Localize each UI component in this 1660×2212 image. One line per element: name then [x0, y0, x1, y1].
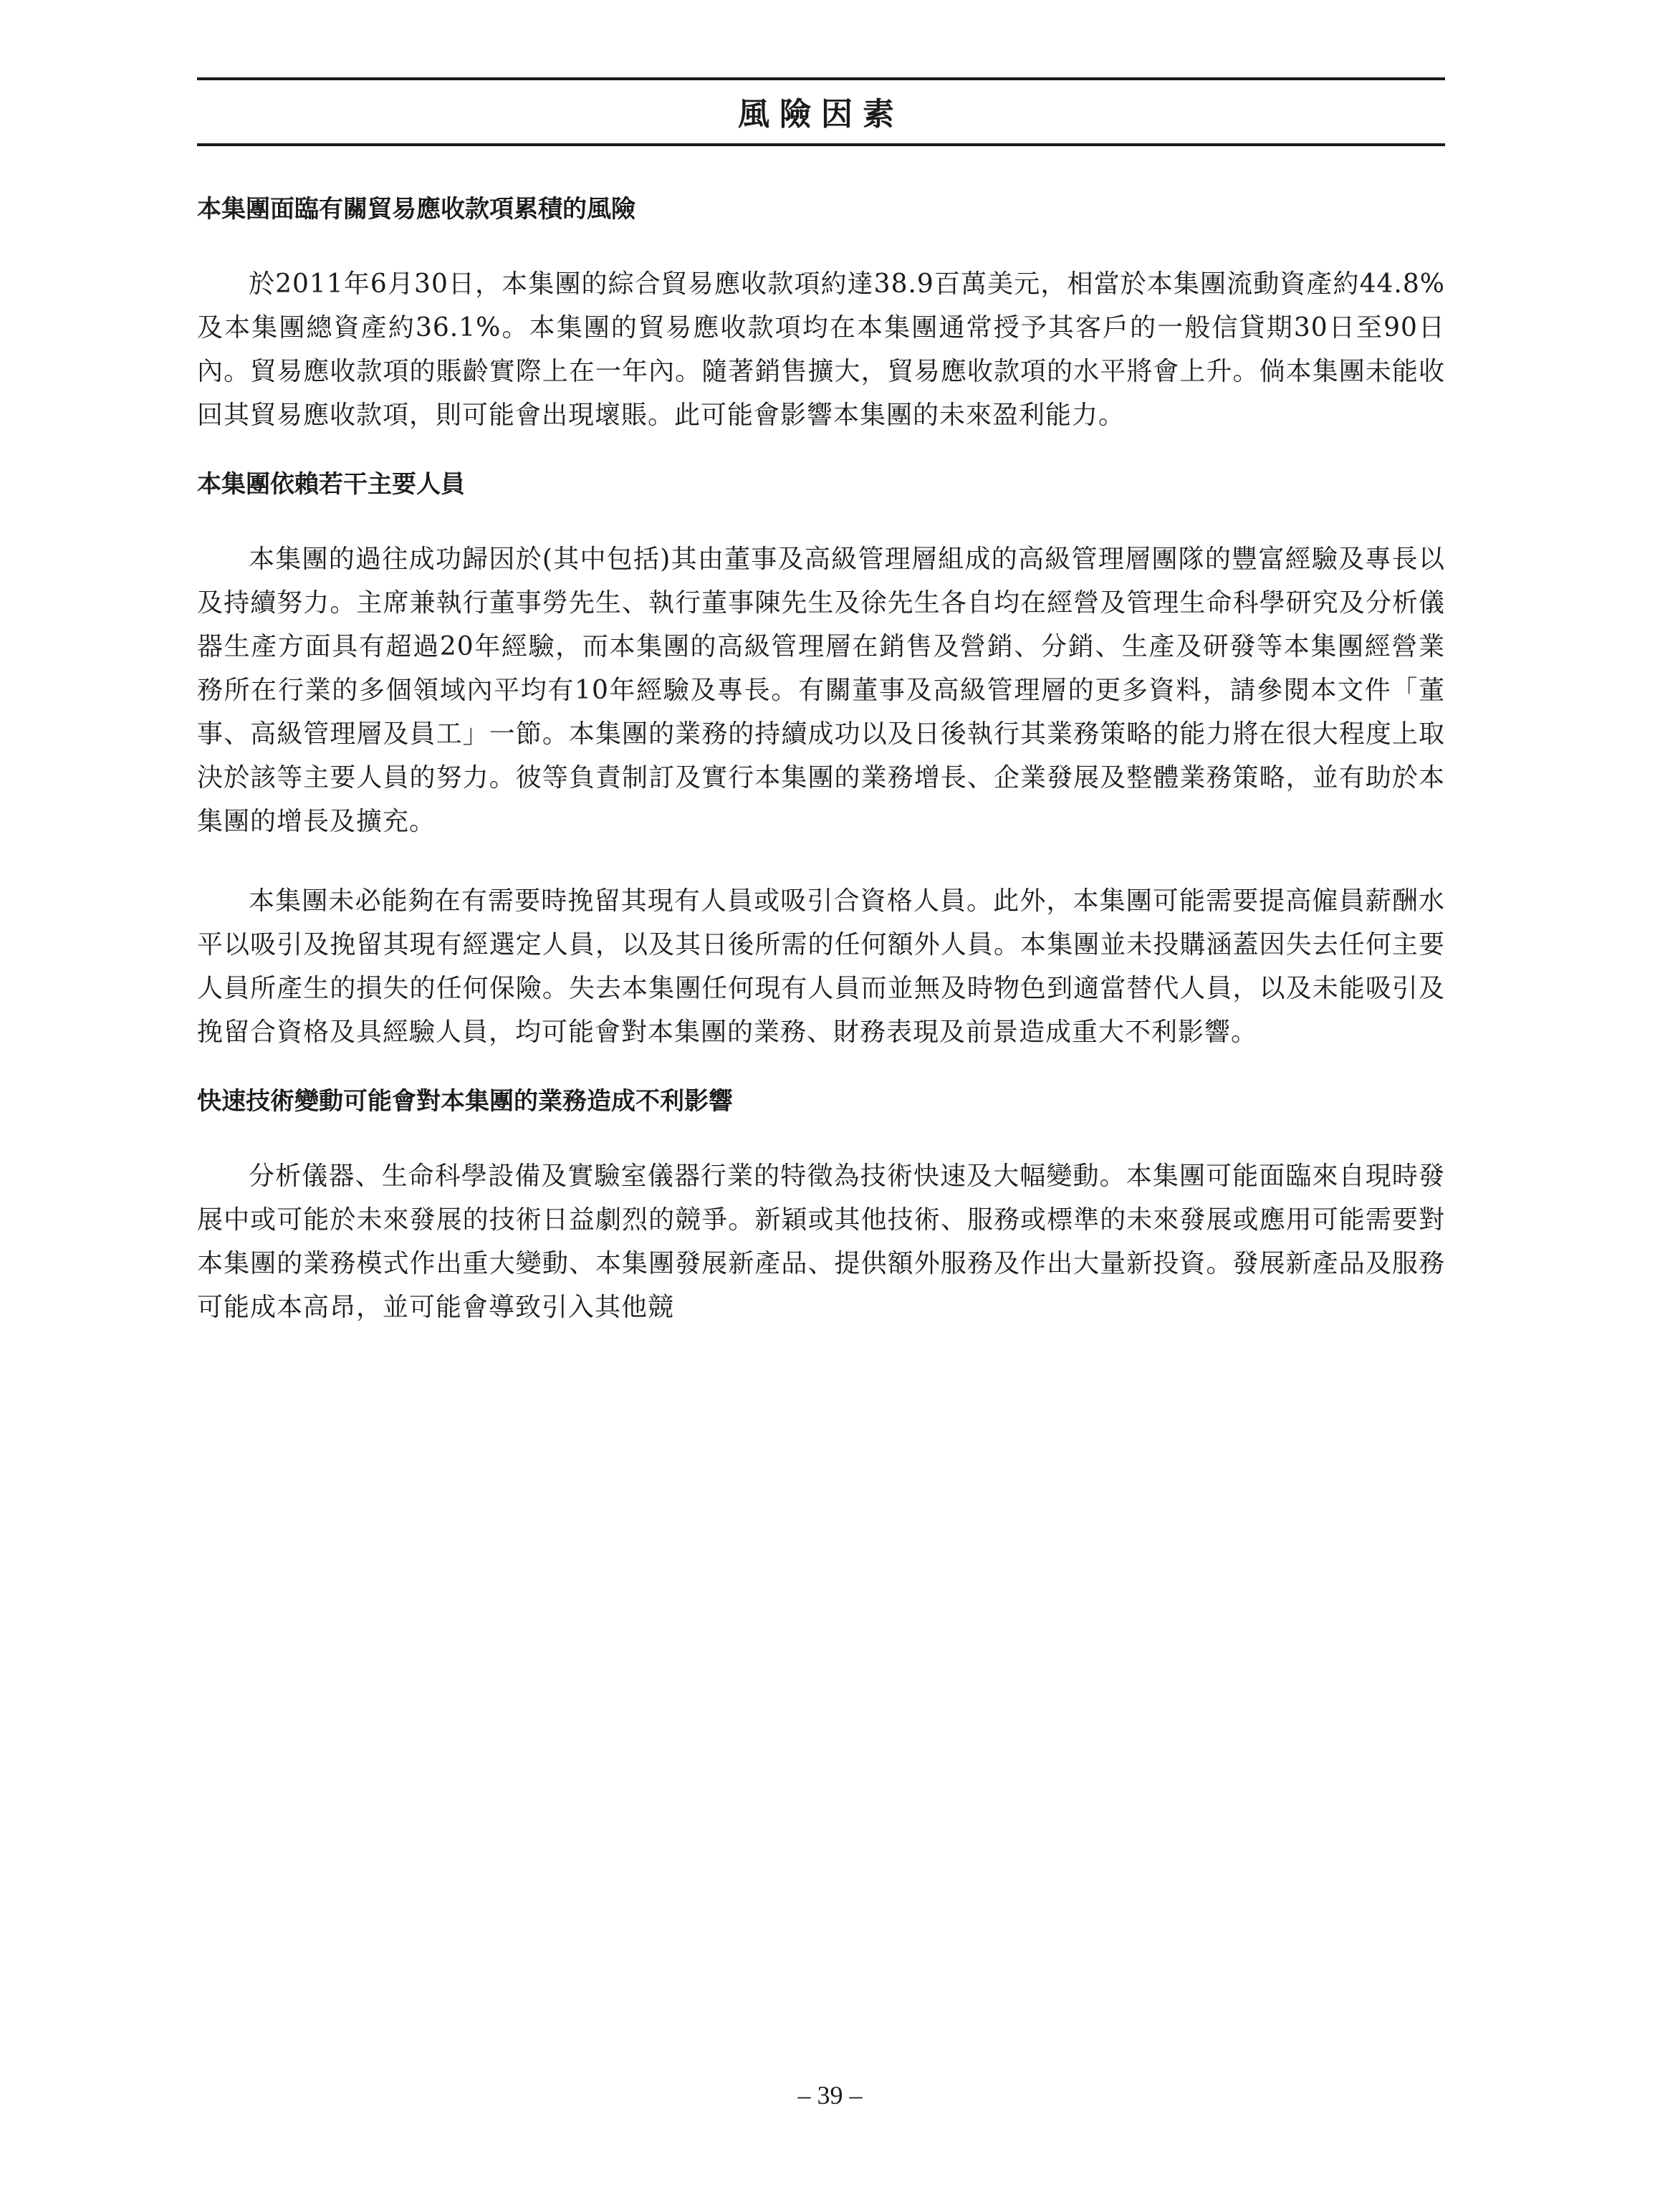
section-heading-trade-receivables: 本集團面臨有關貿易應收款項累積的風險 — [197, 195, 635, 224]
paragraph-technology-change: 分析儀器、生命科學設備及實驗室儀器行業的特徵為技術快速及大幅變動。本集團可能面臨來自現時發展中或可能於未來發展的技術日益劇烈的競爭。新穎或其他技術、服務或標準的未來發展或應用可能需要對本集團的業務模式作出重大變動、本集團發展新產品、提供額外服務及作出大量新投資。發展新產品及服務可能成本高昂，並可能會導致引入其他競 — [197, 1162, 1445, 1322]
page-title: 風險因素 — [738, 96, 904, 133]
header-bottom-rule — [197, 143, 1445, 146]
paragraph-key-personnel-2: 本集團未必能夠在有需要時挽留其現有人員或吸引合資格人員。此外，本集團可能需要提高僱員薪酬水平以吸引及挽留其現有經選定人員，以及其日後所需的任何額外人員。本集團並未投購涵蓋因失去任何主要人員所產生的損失的任何保險。失去本集團任何現有人員而並無及時物色到適當替代人員，以及未能吸引及挽留合資格及具經驗人員，均可能會對本集團的業務、財務表現及前景造成重大不利影響。 — [197, 886, 1445, 1047]
paragraph-key-personnel-1: 本集團的過往成功歸因於(其中包括)其由董事及高級管理層組成的高級管理層團隊的豐富經驗及專長以及持續努力。主席兼執行董事勞先生、執行董事陳先生及徐先生各自均在經營及管理生命科學研究及分析儀器生產方面具有超過20年經驗，而本集團的高級管理層在銷售及營銷、分銷、生產及研發等本集團經營業務所在行業的多個領域內平均有10年經驗及專長。有關董事及高級管理層的更多資料，請參閱本文件「董事、高級管理層及員工」一節。本集團的業務的持續成功以及日後執行其業務策略的能力將在很大程度上取決於該等主要人員的努力。彼等負責制訂及實行本集團的業務增長、企業發展及整體業務策略，並有助於本集團的增長及擴充。 — [197, 545, 1445, 836]
page-content — [197, 77, 1445, 1329]
section-heading-technology-change: 快速技術變動可能會對本集團的業務造成不利影響 — [197, 1087, 733, 1116]
section-heading-key-personnel: 本集團依賴若干主要人員 — [197, 470, 465, 499]
page-number: – 39 – — [797, 2081, 863, 2110]
paragraph-trade-receivables: 於2011年6月30日，本集團的綜合貿易應收款項約達38.9百萬美元，相當於本集團流動資產約44.8%及本集團總資產約36.1%。本集團的貿易應收款項均在本集團通常授予其客戶的一般信貸期30日至90日內。貿易應收款項的賬齡實際上在一年內。隨著銷售擴大，貿易應收款項的水平將會上升。倘本集團未能收回其貿易應收款項，則可能會出現壞賬。此可能會影響本集團的未來盈利能力。 — [197, 269, 1445, 430]
